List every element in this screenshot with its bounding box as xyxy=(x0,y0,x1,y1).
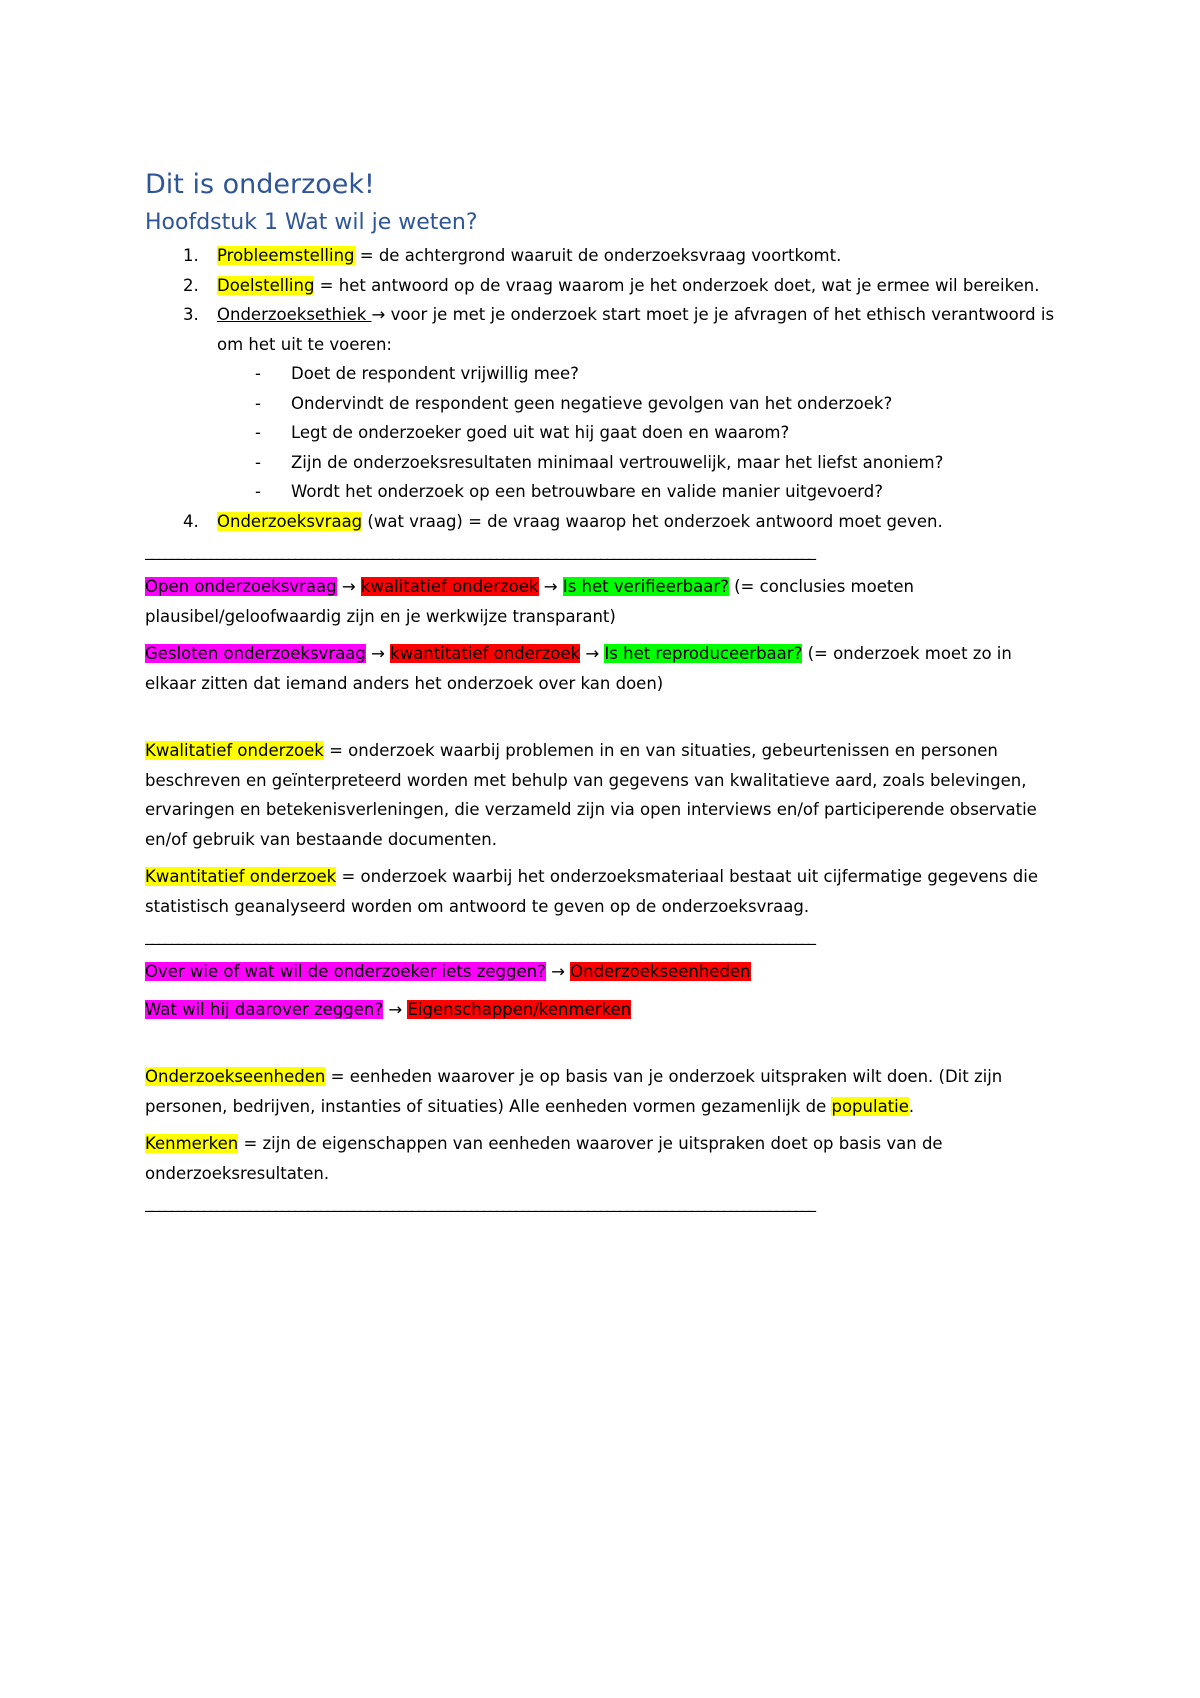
arrow-icon: → xyxy=(543,577,558,596)
list-number: 2. xyxy=(183,275,199,295)
term-highlight: Onderzoeksvraag xyxy=(217,511,363,531)
arrow-icon: → xyxy=(551,962,565,981)
quantitative-definition: Kwantitatief onderzoek = onderzoek waarbij het onderzoeksmateriaal bestaat uit cijfermatige gegevens die statistisch geanalyseerd worden om antwoord te geven op de onderzoeksvraag. xyxy=(145,867,1039,916)
arrow-icon: → xyxy=(371,644,385,663)
term-highlight: Probleemstelling xyxy=(217,246,355,265)
term-underlined: Onderzoeksethiek xyxy=(217,305,372,324)
list-number: 1. xyxy=(183,246,199,265)
term-highlight: Doelstelling xyxy=(217,275,315,295)
arrow-icon: → xyxy=(388,999,403,1019)
ethics-question-list xyxy=(145,359,1065,507)
qualitative-definition: Kwalitatief onderzoek = onderzoek waarbij problemen in en van situaties, gebeurtenissen en personen beschreven en geïnterpreteerd worden met behulp van gegevens van kwalitatieve aard, zoals belevingen, ervaringen en betekenisverleningen, die verzameld zijn via open interviews en/of participerende observatie en/of gebruik van bestaande documenten. xyxy=(145,741,1037,849)
list-item: - Doet de respondent vrijwillig mee? xyxy=(145,359,1065,389)
arrow-icon: → xyxy=(341,577,356,596)
what-question-line: Wat wil hij daarover zeggen? → Eigenschappen/kenmerken xyxy=(145,999,632,1019)
definition-text: voor je met je onderzoek start moet je je afvragen of het ethisch verantwoord is om het uit te voeren: xyxy=(217,305,1055,354)
list-item: - Wordt het onderzoek op een betrouwbare en valide manier uitgevoerd? xyxy=(145,477,1065,507)
divider-line: _______________________________________________________________________________________________________ xyxy=(145,541,815,560)
arrow-icon: → xyxy=(585,644,600,663)
page-title: Dit is onderzoek! xyxy=(145,169,375,200)
dash-bullet: - xyxy=(255,364,261,383)
who-question-line: Over wie of wat wil de onderzoeker iets zeggen? → Onderzoekseenheden xyxy=(145,962,751,981)
numbered-list-continued xyxy=(145,507,1065,537)
list-item: - Ondervindt de respondent geen negatieve gevolgen van het onderzoek? xyxy=(145,389,1065,419)
list-item: - Legt de onderzoeker goed uit wat hij gaat doen en waarom? xyxy=(145,418,1065,448)
list-number: 3. xyxy=(183,305,199,324)
list-number: 4. xyxy=(183,511,199,531)
list-item: - Zijn de onderzoeksresultaten minimaal vertrouwelijk, maar het liefst anoniem? xyxy=(145,448,1065,478)
dash-bullet: - xyxy=(255,482,261,501)
list-item xyxy=(145,300,1065,359)
arrow-icon: → xyxy=(371,305,386,324)
definition-text: (wat vraag) = de vraag waarop het onderzoek antwoord moet geven. xyxy=(362,511,943,531)
dash-bullet: - xyxy=(255,393,261,413)
definition-text: = de achtergrond waaruit de onderzoeksvraag voortkomt. xyxy=(354,246,842,265)
chapter-heading: Hoofdstuk 1 Wat wil je weten? xyxy=(145,210,478,235)
dash-bullet: - xyxy=(255,423,261,442)
document-content xyxy=(145,168,1065,1224)
definition-text: = het antwoord op de vraag waarom je het onderzoek doet, wat je ermee wil bereiken. xyxy=(314,275,1040,295)
divider-line: _______________________________________________________________________________________________________ xyxy=(145,926,815,945)
closed-question-paragraph: Gesloten onderzoeksvraag → kwantitatief onderzoek → Is het reproduceerbaar? (= onderzoek moet zo in elkaar zitten dat iemand anders het onderzoek over kan doen) xyxy=(145,644,1012,693)
traits-definition: Kenmerken = zijn de eigenschappen van eenheden waarover je uitspraken doet op basis van de onderzoeksresultaten. xyxy=(145,1134,943,1183)
units-definition: Onderzoekseenheden = eenheden waarover je op basis van je onderzoek uitspraken wilt doen. (Dit zijn personen, bedrijven, instanties of situaties) Alle eenheden vormen gezamenlijk de populatie. xyxy=(145,1067,1003,1116)
divider-line: _______________________________________________________________________________________________________ xyxy=(145,1193,815,1212)
list-item xyxy=(145,241,1065,271)
list-item xyxy=(145,271,1065,301)
list-item xyxy=(145,507,1065,537)
open-question-paragraph: Open onderzoeksvraag → kwalitatief onderzoek → Is het verifieerbaar? (= conclusies moeten plausibel/geloofwaardig zijn en je werkwijze transparant) xyxy=(145,577,914,626)
numbered-list xyxy=(145,241,1065,359)
dash-bullet: - xyxy=(255,452,261,472)
